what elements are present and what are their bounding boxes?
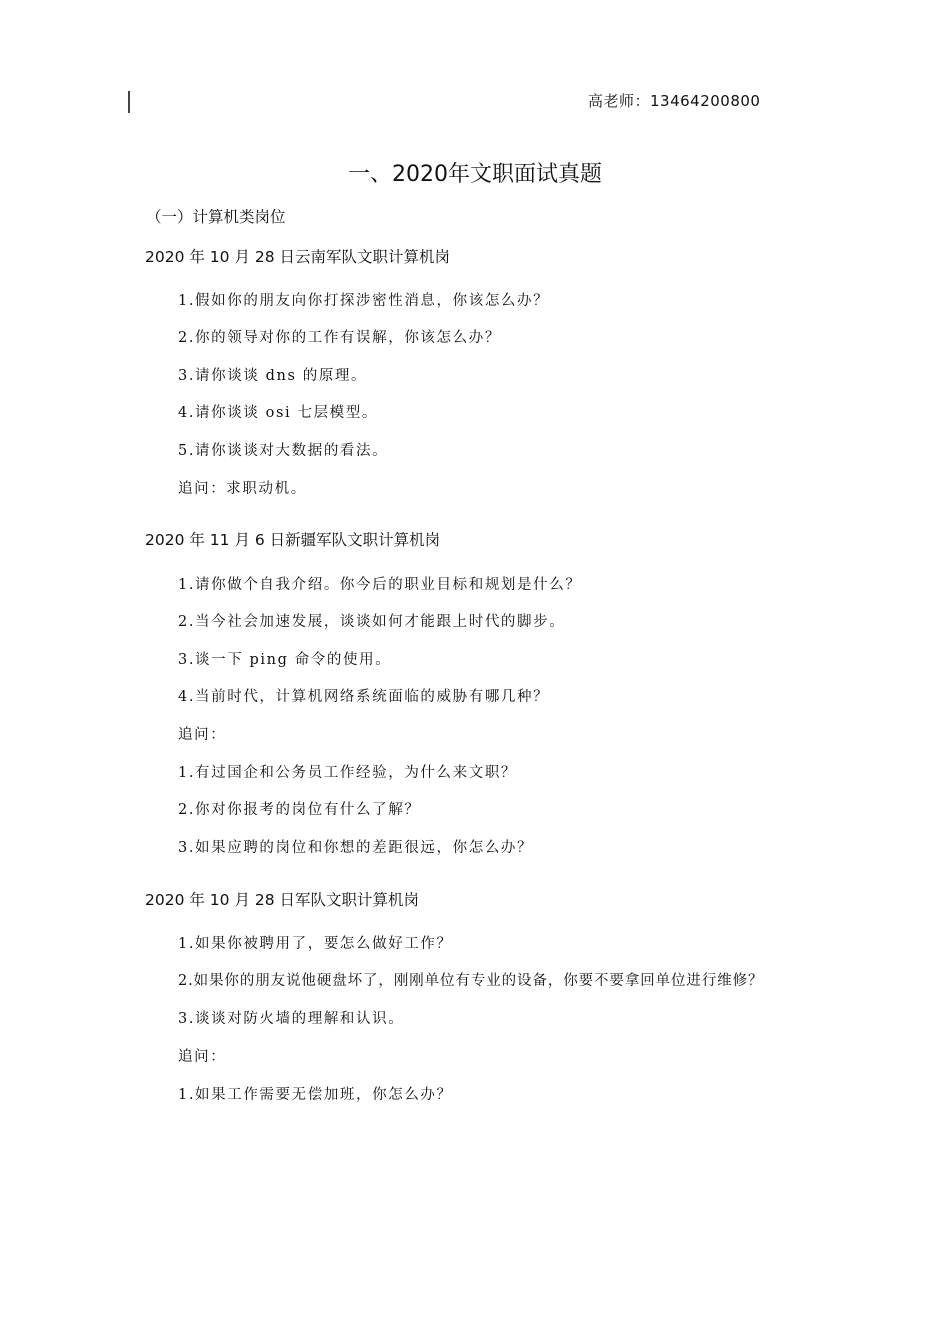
question-line: 4.当前时代，计算机网络系统面临的威胁有哪几种？ [178, 689, 550, 705]
question-line: 3.谈谈对防火墙的理解和认识。 [178, 1011, 405, 1027]
question-line: 3.请你谈谈 dns 的原理。 [178, 368, 368, 384]
followup-line: 追问：求职动机。 [178, 481, 307, 497]
section-heading-yunnan: 2020 年 10 月 28 日云南军队文职计算机岗 [145, 248, 451, 266]
question-line: 3.谈一下 ping 命令的使用。 [178, 652, 392, 668]
followup-line: 1.如果工作需要无偿加班，你怎么办？ [178, 1087, 453, 1103]
question-line: 2.如果你的朋友说他硬盘坏了，刚刚单位有专业的设备，你要不要拿回单位进行维修？ [178, 973, 764, 989]
followup-label: 追问： [178, 1049, 227, 1065]
question-line: 1.请你做个自我介绍。你今后的职业目标和规划是什么？ [178, 577, 582, 593]
question-line: 1.如果你被聘用了，要怎么做好工作？ [178, 936, 453, 952]
followup-line: 1.有过国企和公务员工作经验，为什么来文职？ [178, 765, 518, 781]
question-line: 4.请你谈谈 osi 七层模型。 [178, 405, 378, 421]
section-heading-general: 2020 年 10 月 28 日军队文职计算机岗 [145, 891, 420, 909]
question-line: 2.当今社会加速发展，谈谈如何才能跟上时代的脚步。 [178, 614, 566, 630]
followup-line: 2.你对你报考的岗位有什么了解？ [178, 802, 421, 818]
page-title: 一、2020年文职面试真题 [348, 162, 602, 187]
section-heading-xinjiang: 2020 年 11 月 6 日新疆军队文职计算机岗 [145, 531, 441, 549]
followup-line: 3.如果应聘的岗位和你想的差距很远，你怎么办？ [178, 840, 534, 856]
header-contact: 高老师：13464200800 [588, 92, 761, 110]
subsection-heading: （一）计算机类岗位 [146, 208, 286, 226]
followup-label: 追问： [178, 727, 227, 743]
text-cursor [128, 91, 130, 113]
question-line: 1.假如你的朋友向你打探涉密性消息，你该怎么办？ [178, 293, 550, 309]
question-line: 2.你的领导对你的工作有误解，你该怎么办？ [178, 330, 501, 346]
question-line: 5.请你谈谈对大数据的看法。 [178, 443, 389, 459]
